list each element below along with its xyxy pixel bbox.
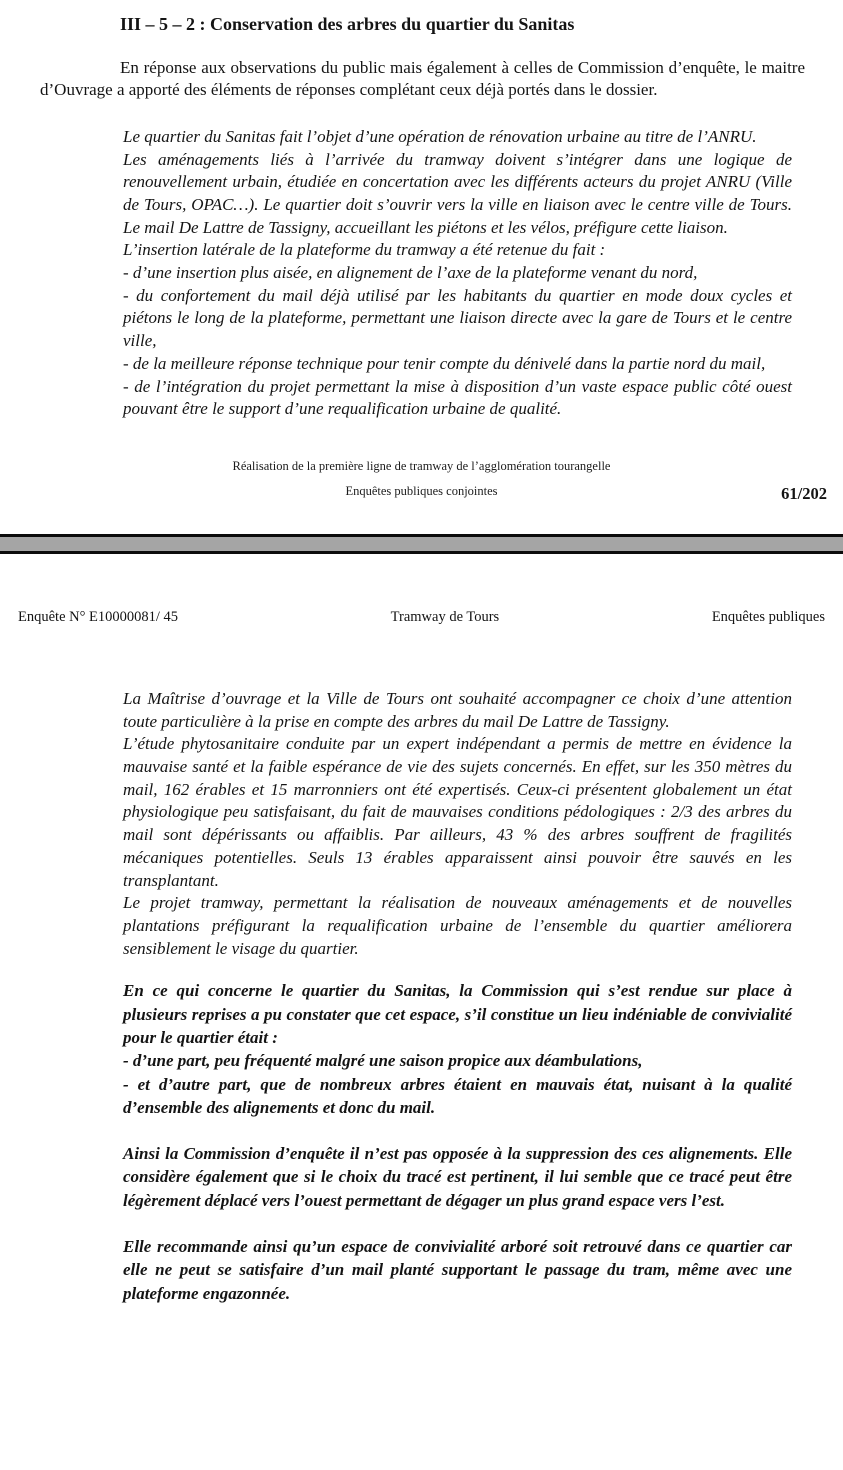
footer-line-1: Réalisation de la première ligne de tramway de l’agglomération tourangelle [232,458,611,473]
quote-paragraph: La Maîtrise d’ouvrage et la Ville de Tours ont souhaité accompagner ce choix d’une attention toute particulière à la prise en compte des arbres du mail De Lattre de Tassigny. [123,688,792,731]
bottom-margin [0,1305,843,1323]
quote-paragraph: - de l’intégration du projet permettant la mise à disposition d’un vaste espace public côté ouest pouvant être le support d’une requalification urbaine de qualité. [123,376,792,419]
quote-paragraph: - du confortement du mail déjà utilisé par les habitants du quartier en mode doux cycles et piétons le long de la plateforme, permettant une liaison directe avec la gare de Tours et le centre ville, [123,285,792,351]
section-title: III – 5 – 2 : Conservation des arbres du quartier du Sanitas [120,14,575,34]
header-project-title: Tramway de Tours [390,608,500,625]
footer-line-2: Enquêtes publiques conjointes [345,483,498,498]
quote-paragraph: Le quartier du Sanitas fait l’objet d’une opération de rénovation urbaine au titre de l’ANRU. [123,126,757,146]
page1-section [0,12,843,506]
quote-paragraph: - de la meilleure réponse technique pour tenir compte du dénivelé dans la partie nord du mail, [123,353,766,373]
document-page [0,12,843,1323]
commission-paragraph: En ce qui concerne le quartier du Sanitas, la Commission qui s’est rendue sur place à plusieurs reprises a pu constater que cet espace, s’il constitue un lieu indéniable de convivialité pour le quartier était : [123,981,792,1047]
commission-paragraph: - d’une part, peu fréquenté malgré une saison propice aux déambulations, [123,1051,643,1071]
page2-header [18,608,825,626]
page2-section [0,608,843,1323]
quote-paragraph: L’insertion latérale de la plateforme du tramway a été retenue du fait : [123,240,606,260]
commission-opinion [123,979,792,1305]
header-document-type: Enquêtes publiques [711,608,825,625]
developer-response-quote [123,126,792,421]
commission-paragraph: Ainsi la Commission d’enquête il n’est pas opposée à la suppression des ces alignements. Elle considère également que si le choix du tracé est pertinent, il lui semble que ce tracé peut être légèrement déplacé vers l’ouest permettant de dégager un plus grand espace vers l’est. [123,1144,792,1210]
page-separator-bar [0,534,843,554]
quote-paragraph: Les aménagements liés à l’arrivée du tramway doivent s’intégrer dans une logique de renouvellement urbain, étudiée en concertation avec les différents acteurs du projet ANRU (Ville de Tours, OPAC…). Le quartier doit s’ouvrir vers la ville en liaison avec le centre ville de Tours. Le mail De Lattre de Tassigny, accueillant les piétons et les vélos, préfigure cette liaison. [123,149,792,237]
commission-paragraph: Elle recommande ainsi qu’un espace de convivialité arboré soit retrouvé dans ce quartier car elle ne peut se satisfaire d’un mail planté supportant le passage du tram, même avec une plateforme engazonnée. [123,1237,792,1303]
quote-paragraph: - d’une insertion plus aisée, en alignement de l’axe de la plateforme venant du nord, [123,263,698,283]
page-number: 61/202 [781,483,827,503]
commission-paragraph: - et d’autre part, que de nombreux arbres étaient en mauvais état, nuisant à la qualité d’ensemble des alignements et donc du mail. [123,1074,792,1117]
quote-paragraph: L’étude phytosanitaire conduite par un expert indépendant a permis de mettre en évidence la mauvaise santé et la faible espérance de vie des sujets concernés. En effet, sur les 350 mètres du mail, 162 érables et 15 marronniers ont été expertisés. Ceux-ci présentent globalement un état physiologique peu satisfaisant, du fait de mauvaises conditions pédologiques : 2/3 des arbres du mail sont dépérissants ou affaiblis. Par ailleurs, 43 % des arbres souffrent de fragilités mécaniques potentielles. Seuls 13 érables apparaissent ainsi pouvoir être sauvés en les transplantant. [123,734,792,890]
header-inquiry-number: Enquête N° E10000081/ 45 [18,608,179,625]
developer-response-quote-2 [123,688,792,960]
intro-paragraph: En réponse aux observations du public mais également à celles de Commission d’enquête, le maitre d’Ouvrage a apporté des éléments de réponses complétant ceux déjà portés dans le dossier. [40,58,805,100]
page1-footer [0,457,843,506]
quote-paragraph: Le projet tramway, permettant la réalisation de nouveaux aménagements et de nouvelles plantations préfigurant la requalification urbaine de l’ensemble du quartier améliorera sensiblement le visage du quartier. [123,893,792,958]
